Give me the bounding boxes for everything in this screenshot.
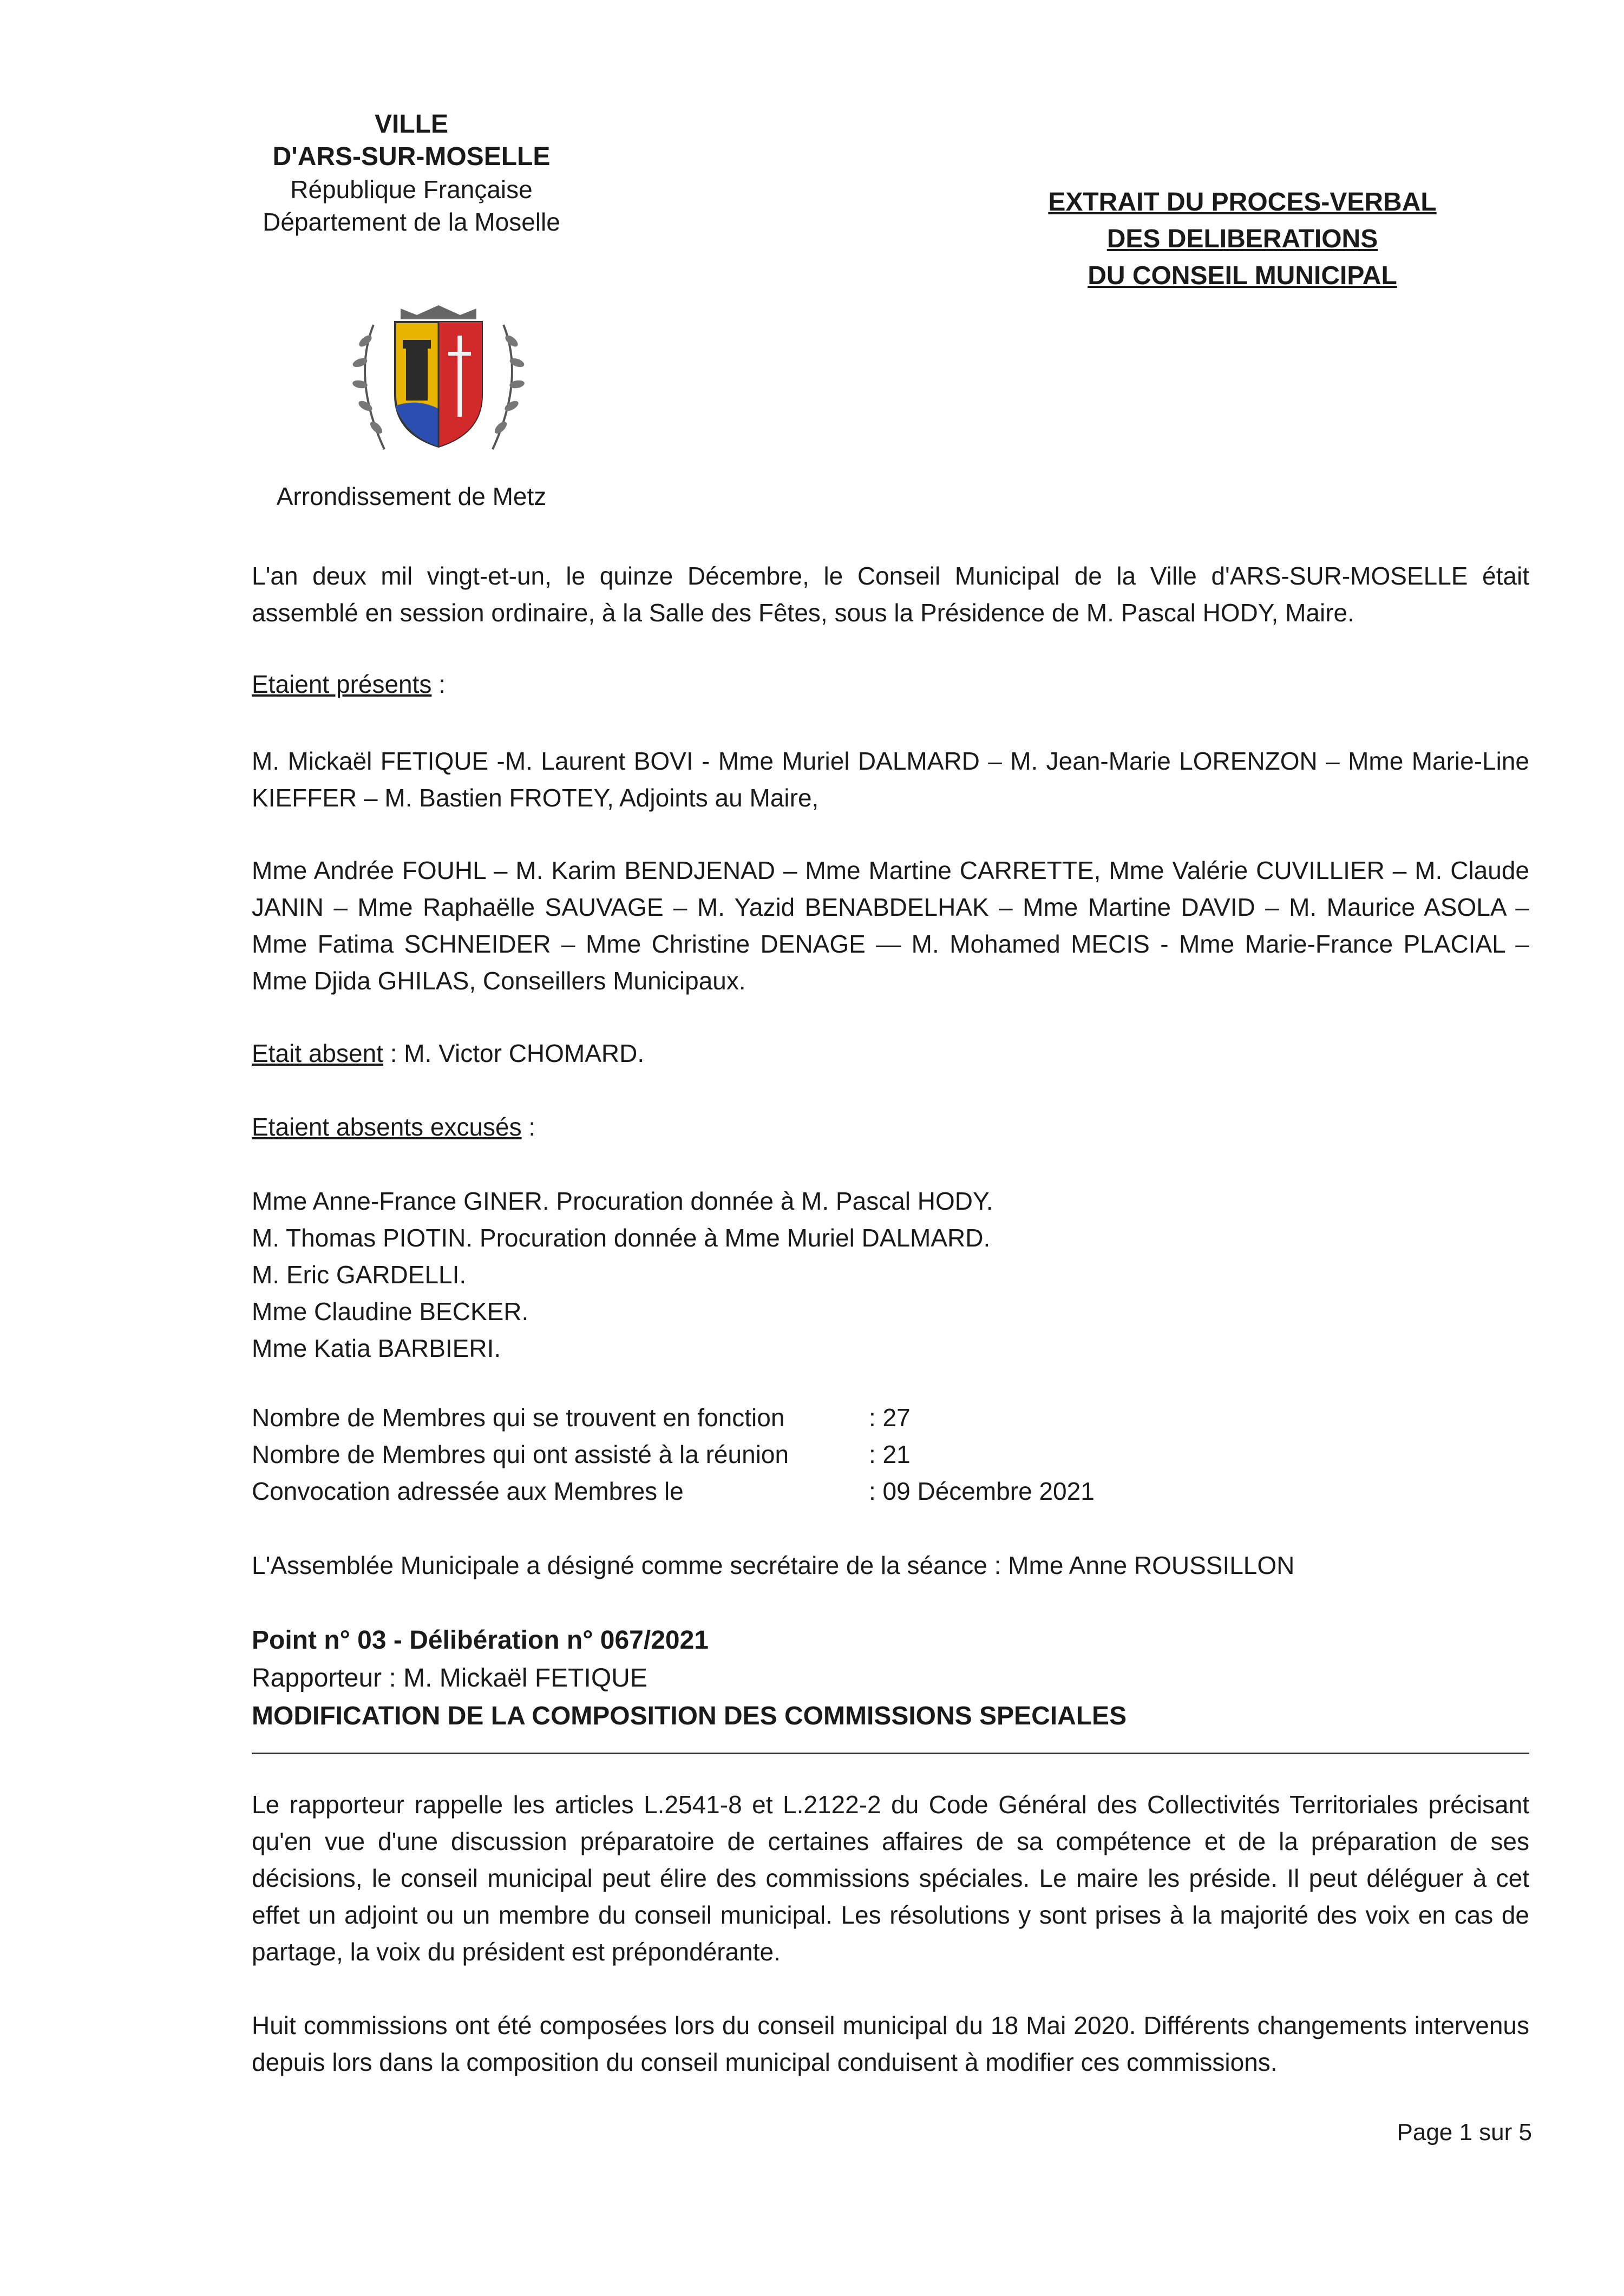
- secretary-line: L'Assemblée Municipale a désigné comme secrétaire de la séance : Mme Anne ROUSSILLON: [252, 1551, 1295, 1579]
- absent-label: Etait absent: [252, 1039, 383, 1067]
- absent-name: M. Victor CHOMARD.: [404, 1039, 645, 1067]
- presents-label: Etaient présents: [252, 670, 432, 698]
- body-paragraph-1: Le rapporteur rappelle les articles L.2541-8 et L.2122-2 du Code Général des Collectivités Territoriales précisant qu'en vue d'une discussion préparatoire de certaines affaires de sa compétence et de la préparation de ses décisions, le conseil municipal peut élire des commissions spéciales. Le maire les préside. Il peut déléguer à cet effet un adjoint ou un membre du conseil municipal. Les résolutions y sont prises à la majorité des voix en cas de partage, la voix du président est prépondérante.: [252, 1790, 1529, 1966]
- stat-value: : 21: [869, 1440, 911, 1468]
- stat-label: Convocation adressée aux Membres le: [252, 1477, 684, 1505]
- excuses-label: Etaient absents excusés: [252, 1113, 522, 1141]
- city-line2: D'ARS-SUR-MOSELLE: [272, 142, 551, 171]
- city-line1: VILLE: [374, 110, 448, 139]
- stat-label: Nombre de Membres qui se trouvent en fonction: [252, 1403, 785, 1432]
- conseillers-list: Mme Andrée FOUHL – M. Karim BENDJENAD – Mme Martine CARRETTE, Mme Valérie CUVILLIER – M. Claude JANIN – Mme Raphaëlle SAUVAGE – M. Yazid BENABDELHAK – Mme Martine DAVID – M. Maurice ASOLA – Mme Fatima SCHNEIDER – Mme Christine DENAGE — M. Mohamed MECIS - Mme Marie-France PLACIAL – Mme Djida GHILAS, Conseillers Municipaux.: [252, 856, 1529, 995]
- title-line-2: DES DELIBERATIONS: [1106, 225, 1378, 253]
- deliberation-header: [252, 1622, 1127, 1735]
- republic: République Française: [290, 175, 533, 204]
- title-line-1: EXTRAIT DU PROCES-VERBAL: [1048, 188, 1437, 217]
- list-item: M. Thomas PIOTIN. Procuration donnée à Mme Muriel DALMARD.: [252, 1224, 991, 1252]
- coat-of-arms-icon: [336, 303, 541, 465]
- title-line-3: DU CONSEIL MUNICIPAL: [1088, 261, 1397, 290]
- page-number: Page 1 sur 5: [1397, 2119, 1532, 2146]
- list-item: Mme Katia BARBIERI.: [252, 1334, 501, 1362]
- adjoints-list: M. Mickaël FETIQUE -M. Laurent BOVI - Mme Muriel DALMARD – M. Jean-Marie LORENZON – Mme Marie-Line KIEFFER – M. Bastien FROTEY, Adjoints au Maire,: [252, 747, 1529, 812]
- stat-value: : 27: [869, 1403, 911, 1432]
- document-title: [931, 184, 1554, 294]
- list-item: Mme Claudine BECKER.: [252, 1297, 529, 1326]
- intro-paragraph: L'an deux mil vingt-et-un, le quinze Décembre, le Conseil Municipal de la Ville d'ARS-SUR-MOSELLE était assemblé en session ordinaire, à la Salle des Fêtes, sous la Présidence de M. Pascal HODY, Maire.: [252, 562, 1529, 627]
- point-number: Point n° 03 - Délibération n° 067/2021: [252, 1626, 709, 1655]
- department: Département de la Moselle: [263, 208, 560, 236]
- absent-line: Etait absent : M. Victor CHOMARD.: [252, 1039, 645, 1067]
- presents-heading: Etaient présents :: [252, 670, 446, 698]
- issuer-block: [206, 108, 617, 238]
- list-item: Mme Anne-France GINER. Procuration donnée à M. Pascal HODY.: [252, 1187, 993, 1215]
- stat-label: Nombre de Membres qui ont assisté à la réunion: [252, 1440, 789, 1468]
- excuses-list: [252, 1183, 993, 1367]
- divider: [252, 1753, 1529, 1754]
- excuses-heading: Etaient absents excusés :: [252, 1113, 536, 1141]
- deliberation-subject: MODIFICATION DE LA COMPOSITION DES COMMISSIONS SPECIALES: [252, 1702, 1127, 1730]
- arrondissement: Arrondissement de Metz: [276, 482, 547, 510]
- body-paragraph-2: Huit commissions ont été composées lors du conseil municipal du 18 Mai 2020. Différents changements intervenus depuis lors dans la composition du conseil municipal conduisent à modifier ces commissions.: [252, 2011, 1529, 2076]
- rapporteur: Rapporteur : M. Mickaël FETIQUE: [252, 1664, 647, 1693]
- list-item: M. Eric GARDELLI.: [252, 1261, 467, 1289]
- stat-value: : 09 Décembre 2021: [869, 1477, 1095, 1505]
